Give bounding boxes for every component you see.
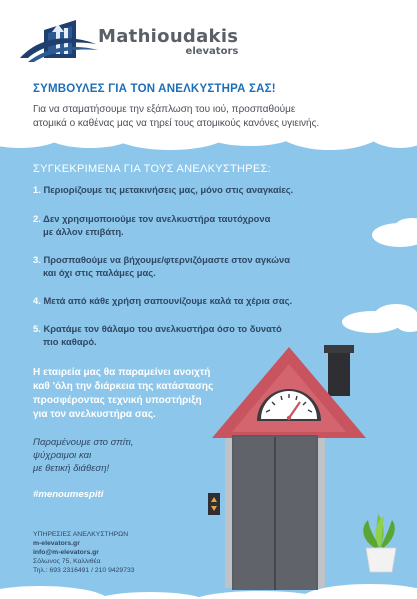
tip-item-4 [33, 294, 292, 307]
tip-number: 4. [33, 295, 41, 306]
bottom-clouds [0, 584, 417, 599]
contact-heading: ΥΠΗΡΕΣΙΕΣ ΑΝΕΛΚΥΣΤΗΡΩΝ [33, 531, 129, 538]
chimney [328, 350, 350, 396]
address: Σόλωνος 75, Καλλιθέα [33, 558, 101, 565]
stay-line: με θετική διάθεση! [33, 463, 110, 474]
tip-text: Μετά από κάθε χρήση σαπουνίζουμε καλά τα χέρια σας. [43, 295, 293, 306]
tip-number: 1. [33, 184, 41, 195]
brand-name: Mathioudakis [98, 26, 239, 47]
intro-line: ατομικά ο καθένας μας να τηρεί τους ατομικούς κανόνες υγιεινής. [33, 118, 320, 129]
tip-text: Προσπαθούμε να βήχουμε/φτερνιζόμαστε στον αγκώνα [43, 254, 290, 265]
tip-item-3 [33, 253, 290, 279]
stay-home-message [33, 436, 133, 475]
tip-text: και όχι στις παλάμες μας. [43, 267, 156, 278]
tip-item-5 [33, 322, 282, 348]
statement-line: Η εταιρεία μας θα παραμείνει ανοιχτή [33, 367, 211, 378]
stay-line: ψύχραιμοι και [33, 450, 92, 461]
tip-text: Περιορίζουμε τις μετακινήσεις μας, μόνο στις αναγκαίες. [43, 184, 294, 195]
tip-item-1 [33, 183, 293, 196]
brand-logo [98, 28, 238, 57]
company-statement [33, 366, 213, 422]
phone: Τηλ.: 693 2316491 / 210 9429733 [33, 567, 135, 574]
headline: ΣΥΜΒΟΥΛΕΣ ΓΙΑ ΤΟΝ ΑΝΕΛΚΥΣΤΗΡΑ ΣΑΣ! [33, 83, 276, 95]
plant-icon [363, 514, 396, 572]
tip-number: 5. [33, 323, 41, 334]
stay-line: Παραμένουμε στο σπίτι, [33, 437, 134, 448]
subhead: ΣΥΓΚΕΚΡΙΜΕΝΑ ΓΙΑ ΤΟΥΣ ΑΝΕΛΚΥΣΤΗΡΕΣ: [33, 163, 271, 175]
tip-text: Κρατάμε τον θάλαμο του ανελκυστήρα όσο το δυνατό [43, 323, 282, 334]
tip-item-2 [33, 212, 270, 238]
tip-text: πιο καθαρό. [43, 336, 97, 347]
brand-sub: elevators [185, 46, 239, 57]
hashtag: #menoumespiti [33, 489, 104, 500]
left-door [234, 437, 274, 590]
logo-icon [20, 20, 98, 62]
intro-line: Για να σταματήσουμε την εξάπλωση του ιού, προσπαθούμε [33, 104, 296, 115]
tip-number: 2. [33, 213, 41, 224]
call-button-icon [208, 493, 220, 515]
tip-text: με άλλον επιβάτη. [43, 226, 124, 237]
email-link[interactable]: info@m-elevators.gr [33, 549, 99, 556]
tip-number: 3. [33, 254, 41, 265]
statement-line: για τον ανελκυστήρα σας. [33, 409, 156, 420]
header-clouds [0, 46, 417, 150]
website-link[interactable]: m-elevators.gr [33, 540, 80, 547]
statement-line: καθ 'όλη την διάρκεια της κατάστασης [33, 381, 214, 392]
tip-text: Δεν χρησιμοποιούμε τον ανελκυστήρα ταυτόχρονα [43, 213, 271, 224]
contact-info [33, 530, 135, 575]
side-clouds [342, 218, 417, 333]
intro-text [33, 103, 403, 131]
statement-line: προσφέροντας τεχνική υποστήριξη [33, 395, 202, 406]
right-door [276, 437, 316, 590]
